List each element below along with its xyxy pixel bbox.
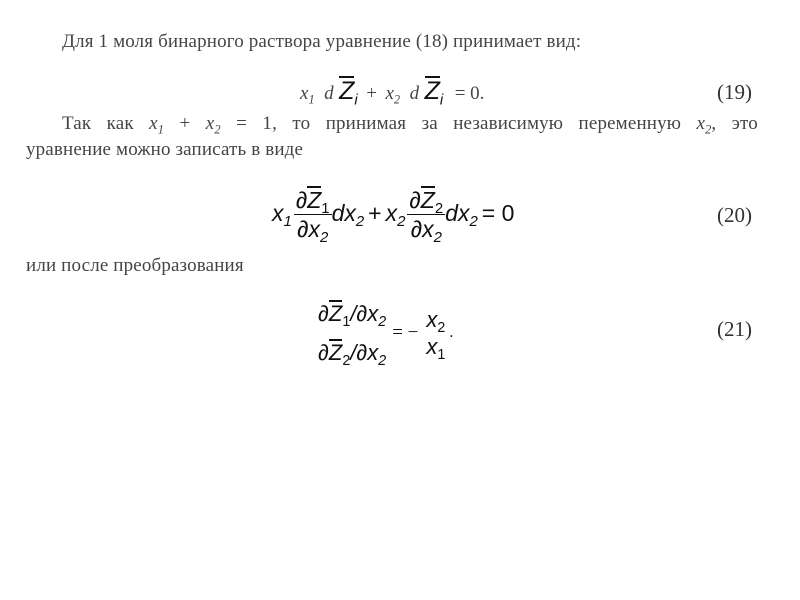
- paragraph-2-line-2: уравнение можно записать в виде: [26, 139, 304, 160]
- paragraph-2-line-1: Так как $x_1 + x_2 = 1$, то принимая за независимую переменную $x_2$, это: [62, 113, 758, 137]
- equation-number-21: (21): [717, 317, 752, 341]
- intro-text: Для 1 моля бинарного раствора уравнение (18) принимает вид:: [62, 31, 582, 52]
- paragraph-3: или после преобразования: [26, 255, 244, 276]
- equation-20: $x_1$ $\frac{\partial Z_1}{\partial x_2}$ $dx_2$ + $x_2$ $\frac{\partial Z_2}{\partial x_2}$ $dx_2$ = 0: [272, 187, 515, 247]
- equation-number-20: (20): [717, 203, 752, 227]
- equation-19: $x_1$ d $Z_i + x_2$ d $Z_i = 0$.: [300, 77, 485, 109]
- equation-21: $\partial Z_1/\partial x_2$ $\partial Z_2/\partial x_2$ = − $x_2$ $x_1$ .: [318, 301, 454, 369]
- equation-number-19: (19): [717, 80, 752, 104]
